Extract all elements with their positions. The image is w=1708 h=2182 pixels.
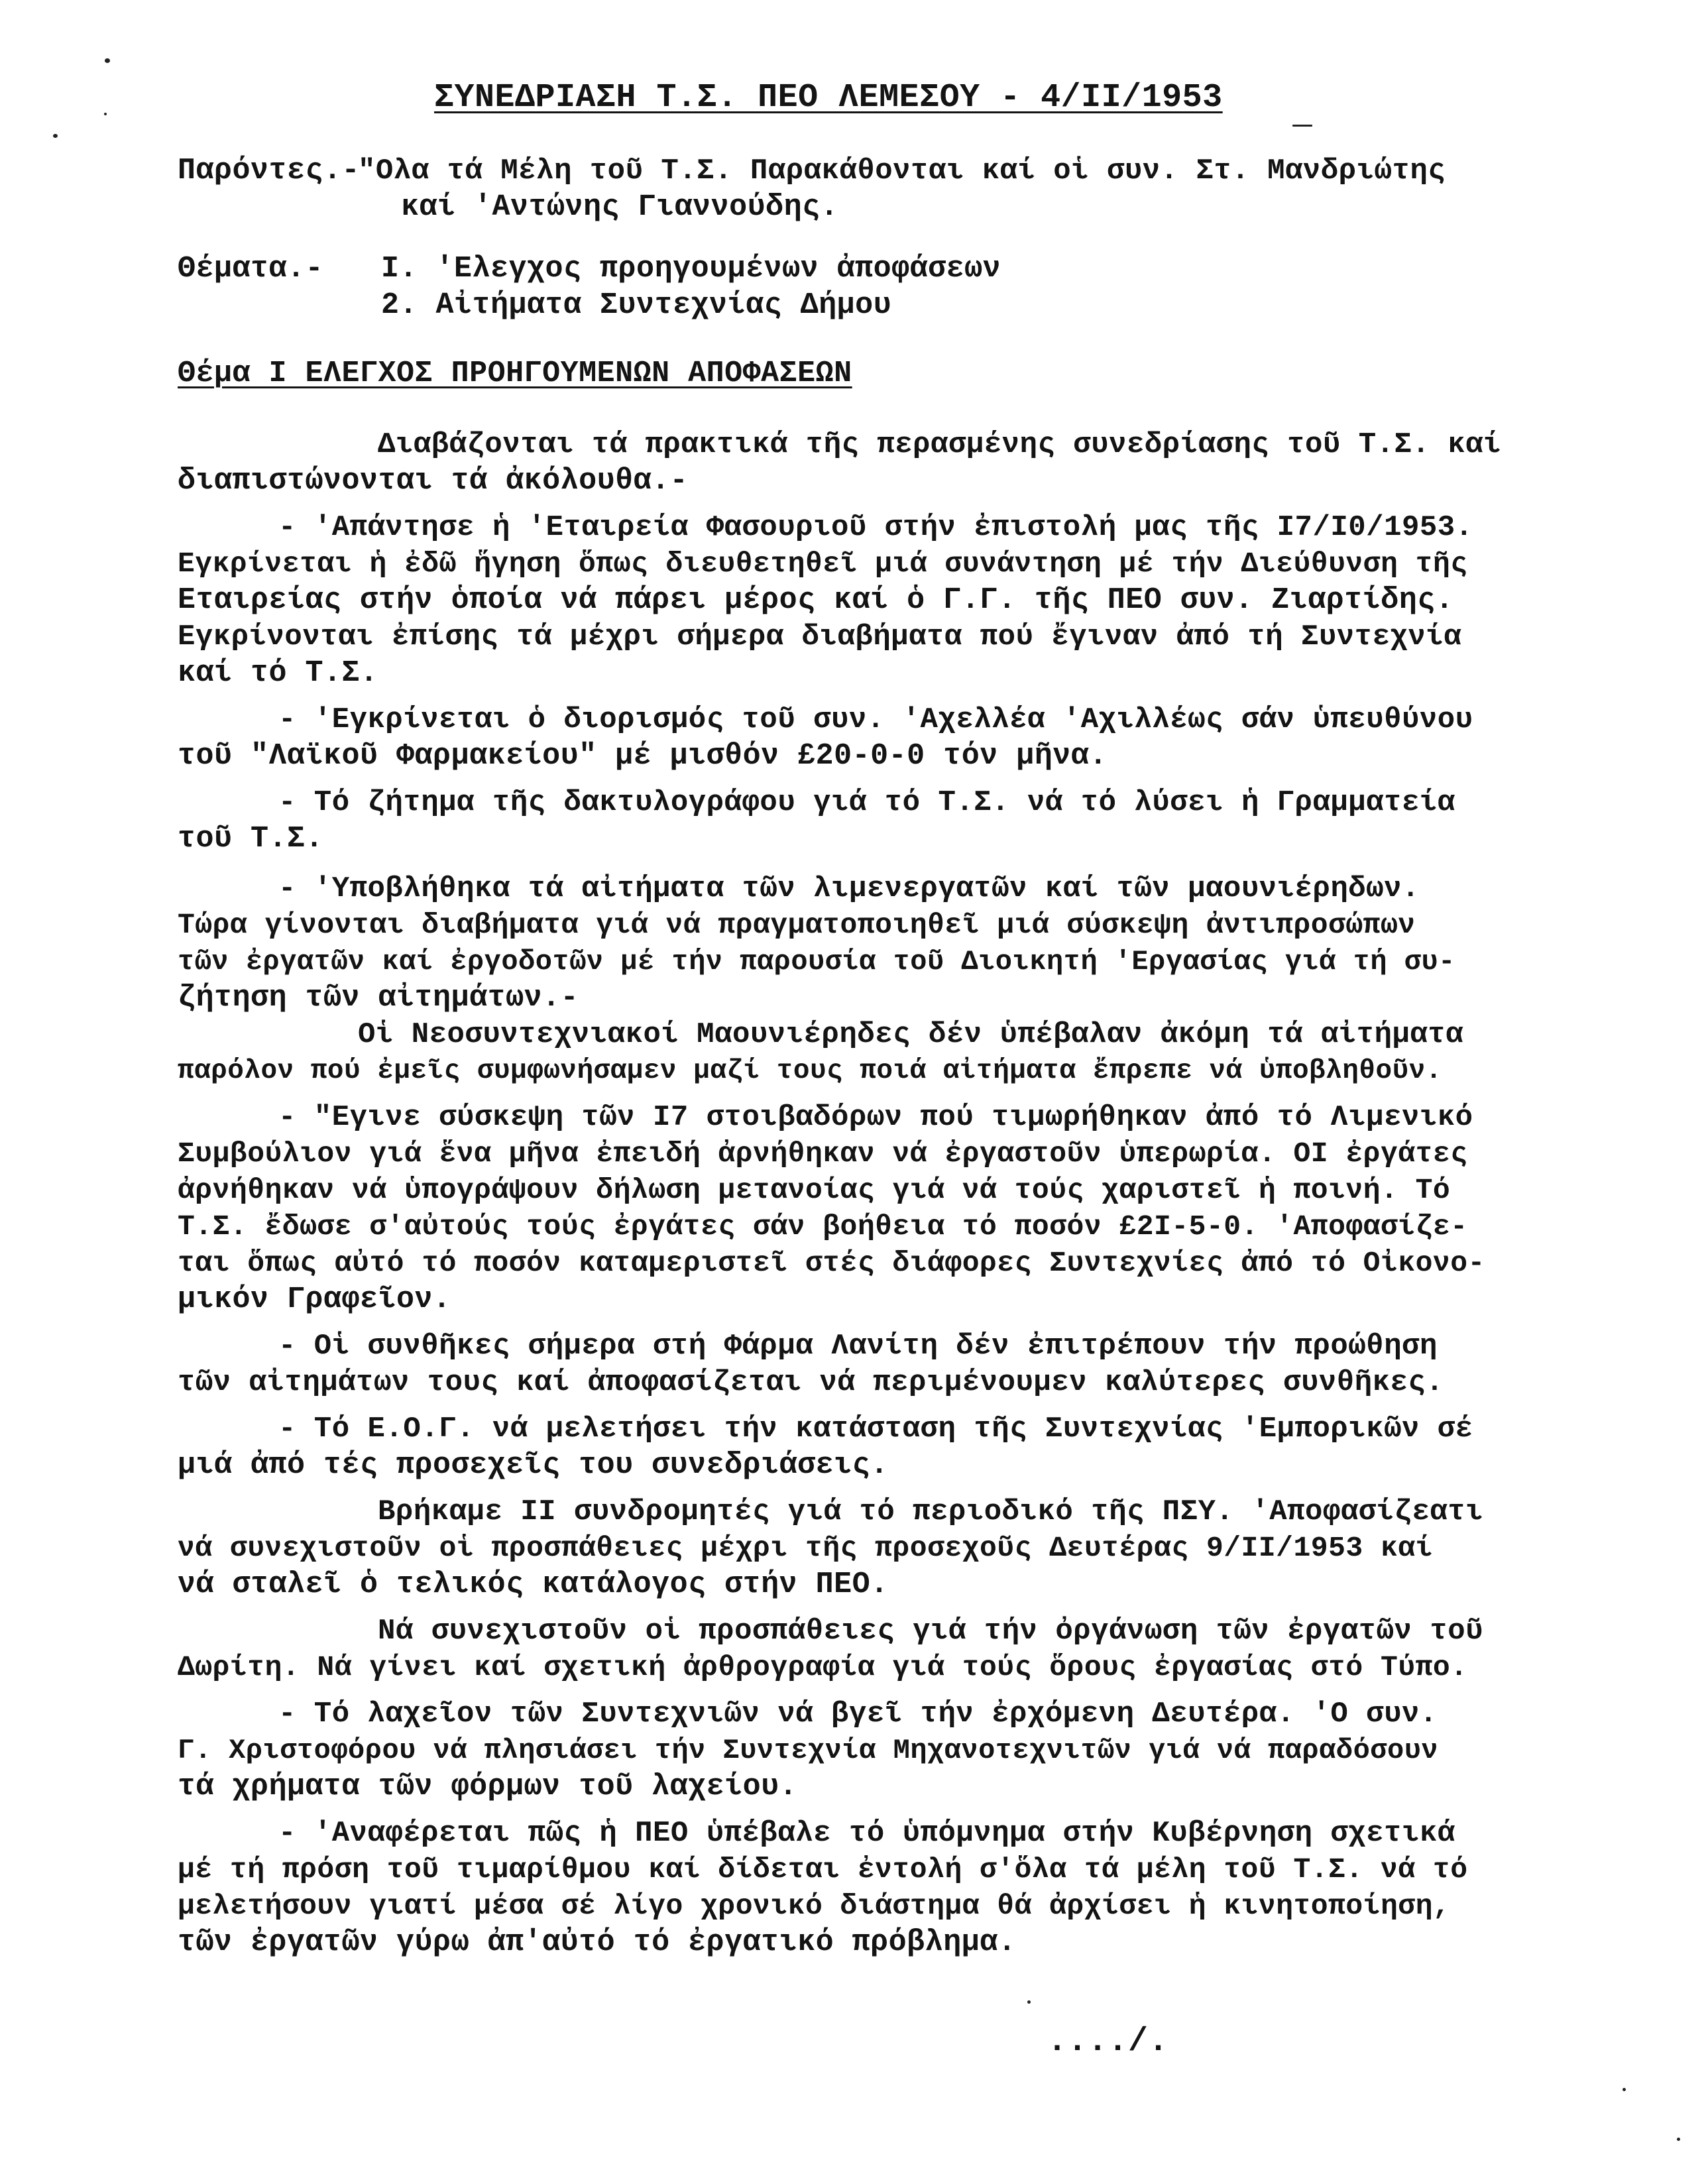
- body-line: ἀρνήθηκαν νά ὑπογράψουν δήλωση μετανοίας γιά νά τούς χαριστεῖ ἡ ποινή. Τό: [178, 1174, 1451, 1206]
- body-line: καί τό Τ.Σ.: [178, 656, 378, 690]
- topic-item: I. 'Ελεγχος προηγουμένων ἀποφάσεων: [381, 252, 1001, 286]
- body-line: τῶν ἐργατῶν καί ἐργοδοτῶν μέ τήν παρουσία τοῦ Διοικητή 'Εργασίας γιά τή συ-: [178, 946, 1455, 978]
- section-heading: Θέμα I ΕΛΕΓΧΟΣ ΠΡΟΗΓΟΥΜΕΝΩΝ ΑΠΟΦΑΣΕΩΝ: [178, 357, 852, 390]
- body-line: τοῦ Τ.Σ.: [178, 822, 324, 856]
- scan-speck: [105, 58, 110, 63]
- body-line: νά σταλεῖ ὁ τελικός κατάλογος στήν ΠΕΟ.: [178, 1568, 889, 1601]
- body-line: - Τό ζήτημα τῆς δακτυλογράφου γιά τό Τ.Σ. νά τό λύσει ἡ Γραμματεία: [278, 786, 1455, 819]
- topic-item: 2. Αἰτήματα Συντεχνίας Δήμου: [381, 288, 892, 322]
- scan-speck: [53, 134, 58, 138]
- body-line: - Τό λαχεῖον τῶν Συντεχνιῶν νά βγεῖ τήν ἐρχόμενη Δευτέρα. 'Ο συν.: [278, 1697, 1438, 1731]
- body-line: ται ὅπως αὐτό τό ποσόν καταμεριστεῖ στές διάφορες Συντεχνίες ἀπό τό Οἰκονο-: [178, 1247, 1485, 1279]
- body-line: διαπιστώνονται τά ἀκόλουθα.-: [178, 464, 689, 498]
- body-line: - 'Αναφέρεται πῶς ἡ ΠΕΟ ὑπέβαλε τό ὑπόμνημα στήν Κυβέρνηση σχετικά: [278, 1817, 1455, 1850]
- body-line: ζήτηση τῶν αἰτημάτων.-: [178, 981, 579, 1015]
- body-line: μελετήσουν γιατί μέσα σέ λίγο χρονικό διάστημα θά ἀρχίσει ἡ κινητοποίηση,: [178, 1890, 1451, 1922]
- body-line: μικόν Γραφεῖον.: [178, 1283, 451, 1316]
- body-line: - Οἱ συνθῆκες σήμερα στή Φάρμα Λανίτη δέν ἐπιτρέπουν τήν προώθηση: [278, 1330, 1438, 1363]
- present-line: καί 'Αντώνης Γιαννούδης.: [401, 190, 839, 224]
- body-line: - 'Εγκρίνεται ὁ διορισμός τοῦ συν. 'Αχελλέα 'Αχιλλέως σάν ὑπευθύνου: [278, 703, 1473, 736]
- scan-speck: [1027, 2000, 1031, 2004]
- body-line: Συμβούλιον γιά ἕνα μῆνα ἐπειδή ἀρνήθηκαν νά ἐργαστοῦν ὑπερωρία. ΟΙ ἐργάτες: [178, 1137, 1468, 1170]
- body-line: τῶν ἐργατῶν γύρω ἀπ'αὐτό τό ἐργατικό πρόβλημα.: [178, 1925, 1017, 1959]
- continuation-mark: ..../.: [1047, 2023, 1169, 2061]
- scan-speck: [1677, 2138, 1680, 2141]
- present-line: "Ολα τά Μέλη τοῦ Τ.Σ. Παρακάθονται καί οἱ συν. Στ. Μανδριώτης: [358, 154, 1446, 188]
- body-line: Εγκρίνεται ἡ ἐδῶ ἥγηση ὅπως διευθετηθεῖ μιά συνάντηση μέ τήν Διεύθυνση τῆς: [178, 547, 1468, 580]
- body-line: Οἱ Νεοσυντεχνιακοί Μαουνιέρηδες δέν ὑπέβαλαν ἀκόμη τά αἰτήματα: [358, 1018, 1464, 1051]
- body-line: Δωρίτη. Νά γίνει καί σχετική ἀρθρογραφία γιά τούς ὅρους ἐργασίας στό Τύπο.: [178, 1651, 1468, 1684]
- body-line: νά συνεχιστοῦν οἱ προσπάθειες μέχρι τῆς προσεχοῦς Δευτέρας 9/II/1953 καί: [178, 1532, 1433, 1564]
- body-line: Τ.Σ. ἔδωσε σ'αὐτούς τούς ἐργάτες σάν βοήθεια τό ποσόν £2I-5-0. 'Αποφασίζε-: [178, 1210, 1468, 1243]
- present-label: Παρόντες.-: [178, 154, 361, 188]
- body-line: τῶν αἰτημάτων τους καί ἀποφασίζεται νά περιμένουμεν καλύτερες συνθῆκες.: [178, 1366, 1444, 1399]
- body-line: Διαβάζονται τά πρακτικά τῆς περασμένης συνεδρίασης τοῦ Τ.Σ. καί: [378, 428, 1501, 461]
- document-title: ΣΥΝΕΔΡΙΑΣΗ Τ.Σ. ΠΕΟ ΛΕΜΕΣΟΥ - 4/II/1953: [434, 79, 1223, 117]
- body-line: - Τό Ε.Ο.Γ. νά μελετήσει τήν κατάσταση τῆς Συντεχνίας 'Εμπορικῶν σέ: [278, 1412, 1473, 1446]
- body-line: Βρήκαμε II συνδρομητές γιά τό περιοδικό τῆς ΠΣΥ. 'Αποφασίζεατι: [378, 1495, 1484, 1528]
- body-line: τοῦ "Λαϊκοῦ Φαρμακείου" μέ μισθόν £20-0-0 τόν μῆνα.: [178, 739, 1108, 773]
- body-line: - 'Απάντησε ἡ 'Εταιρεία Φασουριοῦ στήν ἐπιστολή μας τῆς I7/I0/1953.: [278, 511, 1473, 544]
- body-line: - 'Υποβλήθηκα τά αἰτήματα τῶν λιμενεργατῶν καί τῶν μαουνιέρηδων.: [278, 872, 1420, 905]
- body-line: παρόλον πού ἐμεῖς συμφωνήσαμεν μαζί τους ποιά αἰτήματα ἔπρεπε νά ὑποβληθοῦν.: [178, 1056, 1442, 1086]
- body-line: Εγκρίνονται ἐπίσης τά μέχρι σήμερα διαβήματα πού ἔγιναν ἀπό τή Συντεχνία: [178, 620, 1462, 654]
- body-line: Γ. Χριστοφόρου νά πλησιάσει τήν Συντεχνία Μηχανοτεχνιτῶν γιά νά παραδόσουν: [178, 1735, 1439, 1766]
- scan-speck: [104, 113, 107, 115]
- body-line: τά χρήματα τῶν φόρμων τοῦ λαχείου.: [178, 1770, 798, 1804]
- body-line: μιά ἀπό τές προσεχεῖς του συνεδριάσεις.: [178, 1448, 889, 1482]
- scan-speck: [1623, 2088, 1626, 2091]
- body-line: Τώρα γίνονται διαβήματα γιά νά πραγματοποιηθεῖ μιά σύσκεψη ἀντιπροσώπων: [178, 909, 1416, 941]
- body-line: Εταιρείας στήν ὁποία νά πάρει μέρος καί ὁ Γ.Γ. τῆς ΠΕΟ συν. Ζιαρτίδης.: [178, 583, 1454, 617]
- body-line: μέ τή πρόση τοῦ τιμαρίθμου καί δίδεται ἐντολή σ'ὅλα τά μέλη τοῦ Τ.Σ. νά τό: [178, 1853, 1468, 1886]
- body-line: - "Εγινε σύσκεψη τῶν I7 στοιβαδόρων πού τιμωρήθηκαν ἀπό τό Λιμενικό: [278, 1101, 1473, 1134]
- body-line: Νά συνεχιστοῦν οἱ προσπάθειες γιά τήν ὀργάνωση τῶν ἐργατῶν τοῦ: [378, 1615, 1484, 1648]
- topics-label: Θέματα.-: [178, 252, 324, 286]
- scan-speck: [1292, 125, 1312, 127]
